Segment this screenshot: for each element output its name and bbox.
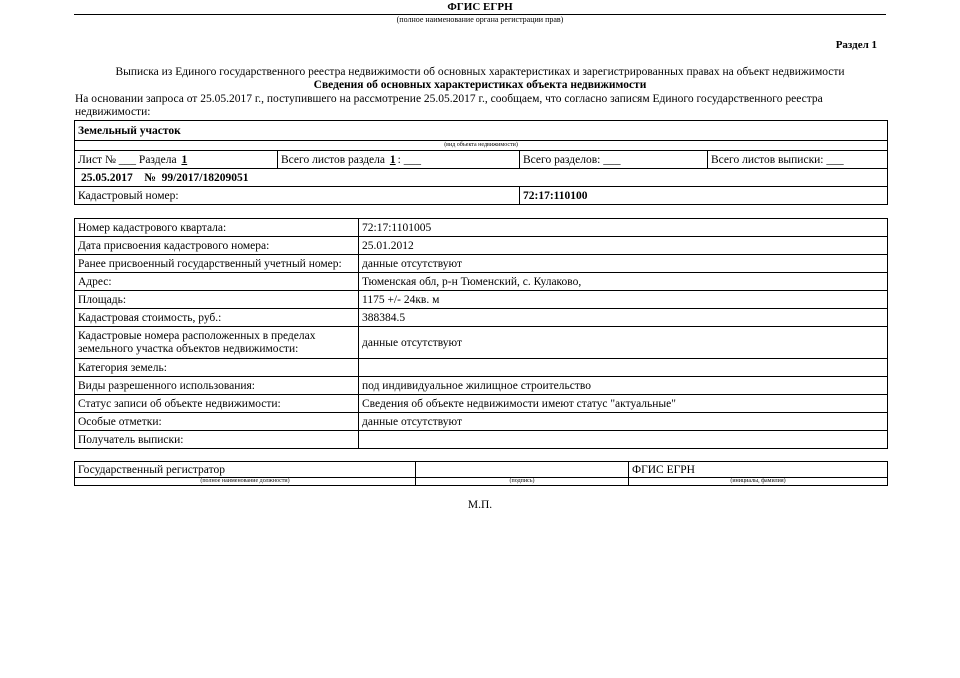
table-row (75, 359, 888, 377)
sheet-number-label: Лист № ___ Раздела (78, 153, 177, 166)
detail-value: данные отсутствуют (359, 327, 888, 359)
total-sheets-cell (278, 151, 520, 169)
cadastral-number-label: Кадастровый номер: (75, 187, 520, 205)
registrar-signature (416, 462, 629, 478)
detail-label: Площадь: (75, 291, 359, 309)
table-row (75, 255, 888, 273)
caption-signature: (подпись) (416, 478, 629, 486)
table-row (75, 395, 888, 413)
detail-value: 25.01.2012 (359, 237, 888, 255)
org-name: ФГИС ЕГРН (447, 1, 513, 13)
detail-label: Номер кадастрового квартала: (75, 219, 359, 237)
object-header-table (74, 120, 888, 205)
registrar-name: ФГИС ЕГРН (629, 462, 888, 478)
sheet-section-value: 1 (181, 153, 188, 166)
total-sheets-value: 1 (389, 153, 396, 166)
table-row (75, 273, 888, 291)
table-row (75, 413, 888, 431)
detail-label: Статус записи об объекте недвижимости: (75, 395, 359, 413)
table-row (75, 309, 888, 327)
extract-number-label: № (144, 171, 156, 184)
extract-number: 99/2017/18209051 (161, 171, 249, 184)
statement-title: Выписка из Единого государственного реестра недвижимости об основных характеристиках и зарегистрированных правах на объект недвижимости (115, 66, 845, 78)
detail-label: Кадастровые номера расположенных в пределах (78, 329, 316, 342)
stamp-place: М.П. (467, 499, 493, 511)
detail-label: Кадастровая стоимость, руб.: (75, 309, 359, 327)
detail-label: Ранее присвоенный государственный учетный номер: (75, 255, 359, 273)
org-name-caption: (полное наименование органа регистрации прав) (396, 15, 564, 24)
detail-value (359, 431, 888, 449)
detail-value: данные отсутствуют (359, 255, 888, 273)
detail-label: Особые отметки: (75, 413, 359, 431)
table-row (75, 291, 888, 309)
sheet-number-cell (75, 151, 278, 169)
detail-value: 72:17:1101005 (359, 219, 888, 237)
total-sections: Всего разделов: ___ (520, 151, 708, 169)
detail-value: 388384.5 (359, 309, 888, 327)
detail-label: Категория земель: (75, 359, 359, 377)
object-type: Земельный участок (75, 121, 888, 141)
detail-label: Дата присвоения кадастрового номера: (75, 237, 359, 255)
detail-label-line2: земельного участка объектов недвижимости: (78, 342, 299, 355)
section-label: Раздел 1 (835, 39, 877, 51)
detail-value: Тюменская обл, р-н Тюменский, с. Кулаково, (359, 273, 888, 291)
detail-label: Виды разрешенного использования: (75, 377, 359, 395)
object-type-caption: (вид объекта недвижимости) (75, 141, 888, 151)
detail-value: данные отсутствуют (359, 413, 888, 431)
total-sheets-label: Всего листов раздела (281, 153, 385, 166)
detail-label: Получатель выписки: (75, 431, 359, 449)
total-sheets-suffix: : ___ (397, 153, 421, 166)
detail-label: Адрес: (75, 273, 359, 291)
table-row (75, 431, 888, 449)
detail-label-multiline (75, 327, 359, 359)
table-row (75, 219, 888, 237)
detail-value: под индивидуальное жилищное строительство (359, 377, 888, 395)
signature-table (74, 461, 888, 486)
detail-value: 1175 +/- 24кв. м (359, 291, 888, 309)
date-number-row (75, 169, 888, 187)
total-extract-sheets: Всего листов выписки: ___ (708, 151, 888, 169)
details-table (74, 218, 888, 449)
detail-value (359, 359, 888, 377)
statement-subtitle: Сведения об основных характеристиках объекта недвижимости (313, 79, 647, 91)
table-row (75, 327, 888, 359)
intro-text: На основании запроса от 25.05.2017 г., поступившего на рассмотрение 25.05.2017 г., сообщаем, что согласно записям Единого государственного реестра недвижимости: (75, 93, 823, 118)
cadastral-number-value: 72:17:110100 (520, 187, 888, 205)
extract-date: 25.05.2017 (81, 171, 133, 184)
caption-name: (инициалы, фамилия) (629, 478, 888, 486)
detail-value: Сведения об объекте недвижимости имеют статус "актуальные" (359, 395, 888, 413)
table-row (75, 237, 888, 255)
caption-position: (полное наименование должности) (75, 478, 416, 486)
table-row (75, 377, 888, 395)
registrar-position: Государственный регистратор (75, 462, 416, 478)
